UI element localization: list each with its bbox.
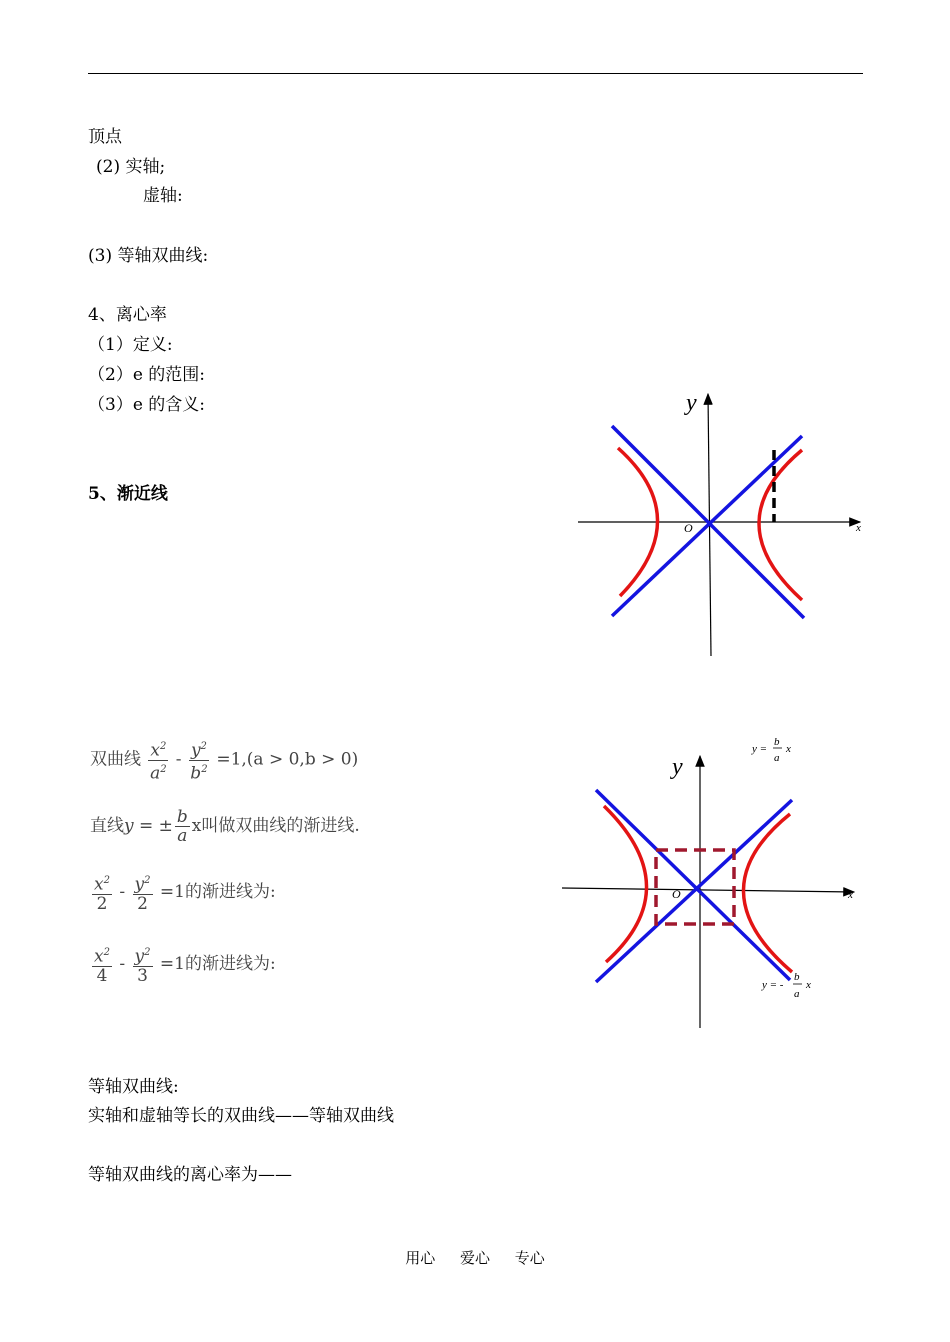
figure-hyperbola-1 — [576, 388, 866, 658]
svg-text:a: a — [774, 752, 780, 764]
svg-text:x: x — [786, 743, 791, 755]
x-axis-label: x — [856, 522, 861, 534]
origin-label: O — [684, 521, 693, 535]
eccentricity-definition: （1）定义: — [88, 335, 173, 355]
svg-text:b: b — [794, 971, 800, 983]
asymptote-definition: 直线y = ± $\frac{b}{a}$ x叫做双曲线的渐进线. — [90, 807, 360, 846]
asymptote-title: 5、渐近线 — [88, 484, 168, 504]
example-2: $\frac{x^2}{4}$ - $\frac{y^2}{3}$ =1的渐进线为: — [90, 944, 276, 985]
eccentricity-meaning: （3）e 的含义: — [88, 395, 206, 415]
vertex-label: 顶点 — [88, 127, 122, 147]
footer-word-2: 爱心 — [459, 1249, 490, 1267]
eccentricity-range: （2）e 的范围: — [88, 365, 206, 385]
x-axis — [562, 888, 854, 892]
header-rule — [88, 73, 863, 74]
svg-text:b: b — [774, 736, 780, 748]
equi-hyperbola-title: 等轴双曲线: — [88, 1077, 179, 1097]
equi-hyperbola-definition: 实轴和虚轴等长的双曲线——等轴双曲线 — [88, 1106, 394, 1126]
imag-axis-label: 虚轴: — [143, 186, 183, 206]
footer-word-3: 专心 — [514, 1249, 545, 1267]
x-axis-label: x — [848, 889, 853, 901]
page-footer — [0, 1247, 950, 1268]
svg-text:x: x — [806, 979, 811, 991]
hyperbola-left-branch — [604, 806, 647, 962]
svg-text:y =: y = — [752, 743, 768, 755]
figure-hyperbola-2 — [560, 730, 860, 1030]
svg-text:y = -: y = - — [762, 979, 784, 991]
asymptote-label-top — [751, 736, 791, 764]
hyperbola-equation: 双曲线 $\frac{x^2}{a^2}$ - $\frac{y^2}{b^2}$ =1,(a > 0,b > 0) — [90, 738, 358, 782]
origin-label: O — [672, 887, 681, 901]
asymptote-line-1 — [596, 790, 790, 980]
eccentricity-title: 4、离心率 — [88, 305, 167, 325]
real-axis-label: (2) 实轴; — [96, 157, 166, 177]
y-axis-label: y — [686, 390, 697, 416]
equi-hyperbola-label: (3) 等轴双曲线: — [88, 246, 209, 266]
example-1: $\frac{x^2}{2}$ - $\frac{y^2}{2}$ =1的渐进线为: — [90, 872, 276, 913]
svg-text:a: a — [794, 988, 800, 1000]
footer-word-1: 用心 — [405, 1249, 436, 1267]
equi-hyperbola-eccentricity: 等轴双曲线的离心率为—— — [88, 1165, 292, 1185]
y-axis-label: y — [672, 754, 683, 780]
